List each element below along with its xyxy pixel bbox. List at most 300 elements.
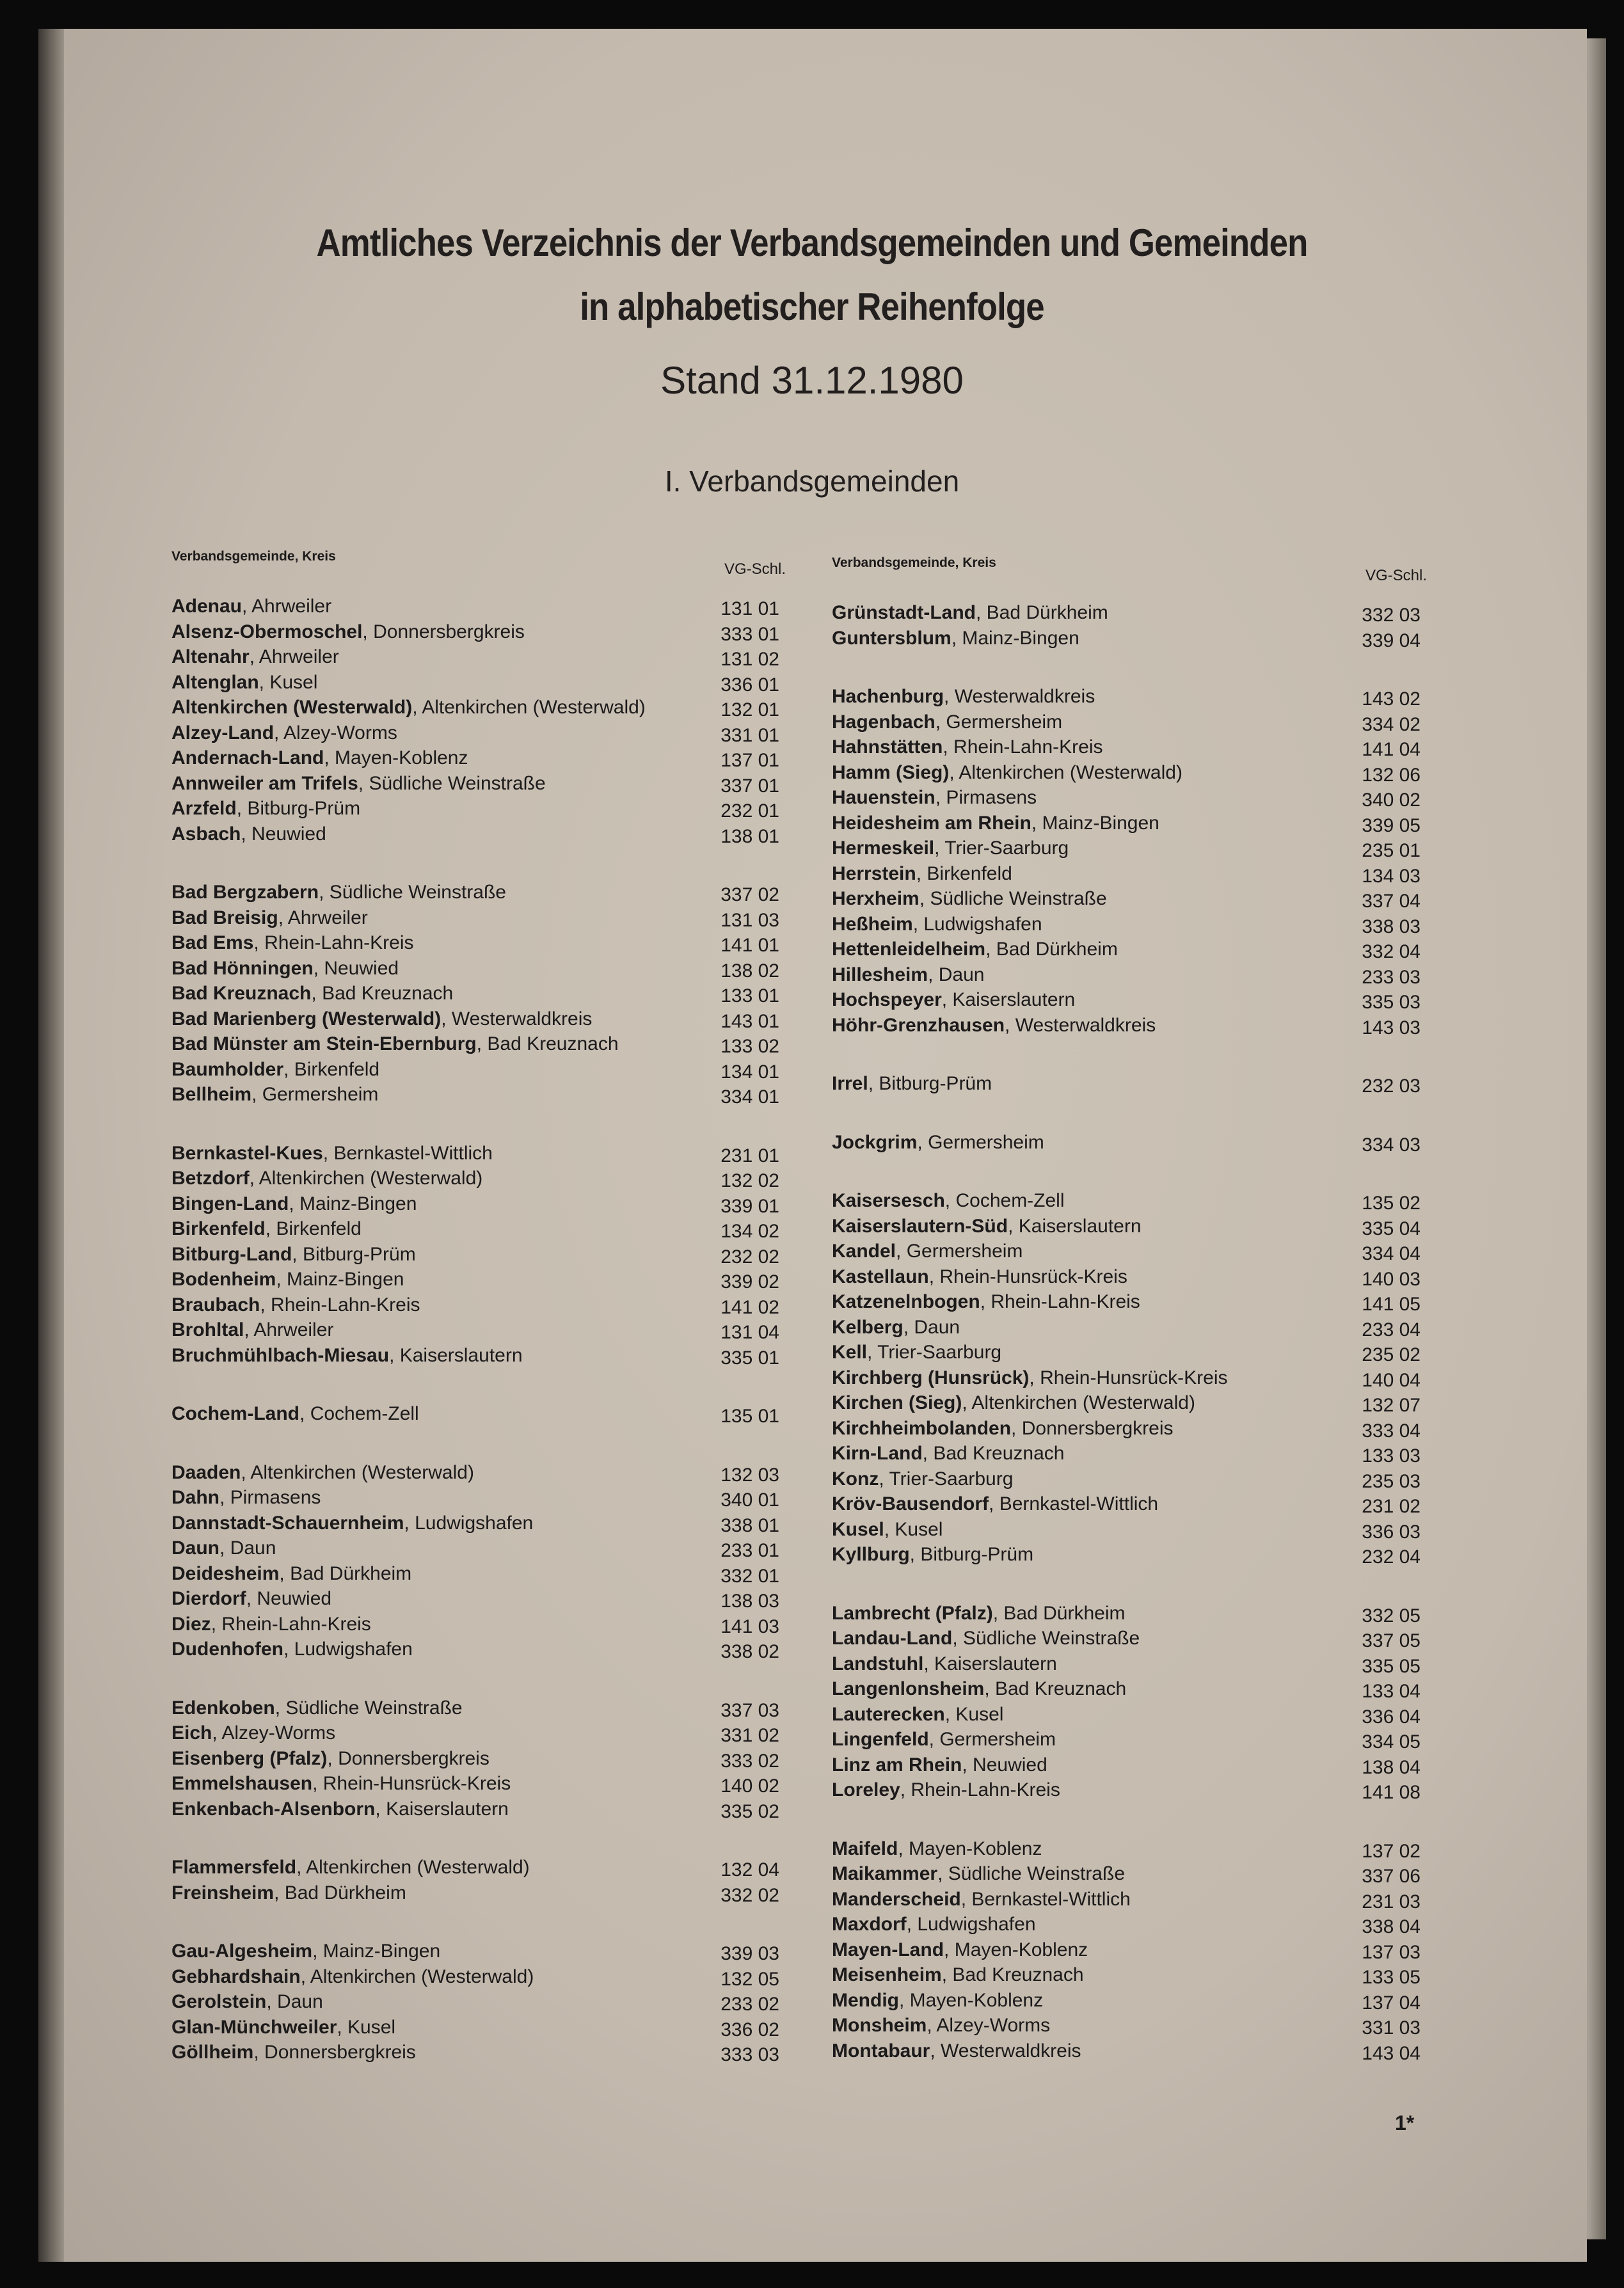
verbandsgemeinde-name: Lauterecken <box>832 1703 945 1725</box>
vg-code: 339 01 <box>720 1195 779 1217</box>
verbandsgemeinde-name: Bad Münster am Stein-Ebernburg <box>171 1033 477 1054</box>
vg-code: 231 01 <box>720 1145 779 1166</box>
page-number: 1* <box>1395 2111 1415 2134</box>
vg-code: 233 03 <box>1362 966 1421 988</box>
list-item: Glan-Münchweiler, Kusel 336 02 <box>171 2015 786 2040</box>
list-column-left <box>171 549 786 2099</box>
kreis-name: Westerwaldkreis <box>451 1008 593 1029</box>
vg-code: 333 01 <box>720 623 779 645</box>
list-item: Enkenbach-Alsenborn, Kaiserslautern 335 02 <box>171 1797 786 1822</box>
kreis-name: Bad Dürkheim <box>290 1562 412 1584</box>
verbandsgemeinde-name: Arzfeld <box>171 798 237 819</box>
verbandsgemeinde-name: Katzenelnbogen <box>832 1291 980 1312</box>
list-item: Hachenburg, Westerwaldkreis 143 02 <box>832 684 1427 710</box>
verbandsgemeinde-name: Mayen-Land <box>832 1939 944 1960</box>
vg-code: 232 03 <box>1362 1076 1421 1097</box>
vg-code: 336 01 <box>720 674 779 695</box>
kreis-name: Birkenfeld <box>294 1058 380 1080</box>
vg-code: 232 04 <box>1362 1546 1421 1568</box>
vg-code: 132 04 <box>720 1859 779 1880</box>
list-item: Daun, Daun 233 01 <box>171 1536 786 1561</box>
kreis-name: Mayen-Koblenz <box>954 1939 1088 1960</box>
list-item: Guntersblum, Mainz-Bingen 339 04 <box>832 626 1427 651</box>
vg-code: 339 03 <box>720 1943 779 1964</box>
vg-code: 331 01 <box>720 724 779 746</box>
verbandsgemeinde-name: Diez <box>171 1613 211 1635</box>
column-header <box>832 555 1427 600</box>
list-item: Kirchen (Sieg), Altenkirchen (Westerwald) 132 07 <box>832 1390 1427 1416</box>
verbandsgemeinde-name: Birkenfeld <box>171 1218 266 1239</box>
kreis-name: Neuwied <box>324 957 399 979</box>
verbandsgemeinde-name: Glan-Münchweiler <box>171 2016 337 2038</box>
vg-code: 337 01 <box>720 775 779 797</box>
list-item: Mayen-Land, Mayen-Koblenz 137 03 <box>832 1937 1427 1963</box>
header-name: Verbandsgemeinde, Kreis <box>171 549 336 564</box>
verbandsgemeinde-name: Alsenz-Obermoschel <box>171 621 363 642</box>
letter-group <box>171 1696 786 1822</box>
vg-code: 331 03 <box>1362 2017 1421 2038</box>
verbandsgemeinde-name: Dannstadt-Schauernheim <box>171 1512 404 1534</box>
verbandsgemeinde-name: Bad Ems <box>171 932 254 953</box>
list-item: Monsheim, Alzey-Worms 331 03 <box>832 2013 1427 2038</box>
kreis-name: Ludwigshafen <box>294 1639 413 1660</box>
verbandsgemeinde-name: Edenkoben <box>171 1697 275 1719</box>
document-subtitle: in alphabetischer Reihenfolge <box>580 285 1044 328</box>
kreis-name: Kusel <box>955 1703 1004 1725</box>
vg-code: 143 02 <box>1362 688 1421 710</box>
verbandsgemeinde-name: Bitburg-Land <box>171 1243 292 1265</box>
vg-code: 338 04 <box>1362 1916 1421 1937</box>
vg-code: 232 01 <box>720 800 779 822</box>
list-item: Göllheim, Donnersbergkreis 333 03 <box>171 2040 786 2065</box>
list-item: Eisenberg (Pfalz), Donnersbergkreis 333 02 <box>171 1746 786 1772</box>
list-item: Herxheim, Südliche Weinstraße 337 04 <box>832 886 1427 912</box>
header-code: VG-Schl. <box>1365 567 1427 584</box>
kreis-name: Bad Kreuznach <box>487 1033 619 1054</box>
kreis-name: Bitburg-Prüm <box>302 1243 416 1265</box>
verbandsgemeinde-name: Linz am Rhein <box>832 1754 962 1776</box>
vg-code: 131 02 <box>720 649 779 670</box>
verbandsgemeinde-name: Gebhardshain <box>171 1966 301 1987</box>
vg-code: 134 01 <box>720 1061 779 1083</box>
verbandsgemeinde-name: Hahnstätten <box>832 736 943 758</box>
vg-code: 333 04 <box>1362 1420 1421 1442</box>
list-item: Arzfeld, Bitburg-Prüm 232 01 <box>171 796 786 822</box>
list-item: Gebhardshain, Altenkirchen (Westerwald) 132 05 <box>171 1964 786 1990</box>
letter-group <box>832 1071 1427 1097</box>
vg-code: 131 01 <box>720 598 779 619</box>
vg-code: 133 01 <box>720 985 779 1006</box>
verbandsgemeinde-name: Hachenburg <box>832 686 944 707</box>
kreis-name: Altenkirchen (Westerwald) <box>306 1857 530 1878</box>
vg-code: 335 05 <box>1362 1655 1421 1677</box>
kreis-name: Ludwigshafen <box>923 913 1042 935</box>
verbandsgemeinde-name: Konz <box>832 1468 879 1490</box>
verbandsgemeinde-name: Gau-Algesheim <box>171 1941 313 1962</box>
verbandsgemeinde-name: Kandel <box>832 1241 896 1262</box>
verbandsgemeinde-name: Altenglan <box>171 671 259 693</box>
vg-code: 132 05 <box>720 1968 779 1990</box>
kreis-name: Ahrweiler <box>259 646 339 667</box>
list-item: Langenlonsheim, Bad Kreuznach 133 04 <box>832 1676 1427 1702</box>
kreis-name: Pirmasens <box>946 787 1037 808</box>
letter-group <box>832 1601 1427 1803</box>
verbandsgemeinde-name: Dudenhofen <box>171 1639 283 1660</box>
kreis-name: Rhein-Lahn-Kreis <box>264 932 414 953</box>
kreis-name: Ahrweiler <box>253 1319 334 1340</box>
kreis-name: Bitburg-Prüm <box>247 798 361 819</box>
list-item: Alzey-Land, Alzey-Worms 331 01 <box>171 720 786 746</box>
vg-code: 141 04 <box>1362 739 1421 760</box>
kreis-name: Rhein-Hunsrück-Kreis <box>1040 1367 1228 1388</box>
list-item: Hahnstätten, Rhein-Lahn-Kreis 141 04 <box>832 735 1427 760</box>
verbandsgemeinde-name: Maikammer <box>832 1863 938 1884</box>
verbandsgemeinde-name: Adenau <box>171 596 243 617</box>
kreis-name: Bad Kreuznach <box>322 983 454 1004</box>
kreis-name: Mayen-Koblenz <box>909 1838 1042 1859</box>
verbandsgemeinde-name: Bernkastel-Kues <box>171 1142 323 1164</box>
vg-code: 333 03 <box>720 2044 779 2065</box>
verbandsgemeinde-name: Herxheim <box>832 888 919 909</box>
vg-code: 138 03 <box>720 1591 779 1612</box>
list-column-right <box>832 555 1427 2097</box>
kreis-name: Neuwied <box>251 823 326 845</box>
vg-code: 137 04 <box>1362 1992 1421 2014</box>
kreis-name: Germersheim <box>946 711 1063 733</box>
list-item: Bad Ems, Rhein-Lahn-Kreis 141 01 <box>171 930 786 956</box>
list-item: Kröv-Bausendorf, Bernkastel-Wittlich 231 02 <box>832 1491 1427 1517</box>
list-item: Dannstadt-Schauernheim, Ludwigshafen 338 01 <box>171 1511 786 1536</box>
list-item: Adenau, Ahrweiler 131 01 <box>171 594 786 619</box>
vg-code: 337 02 <box>720 884 779 905</box>
verbandsgemeinde-name: Eich <box>171 1722 212 1744</box>
vg-code: 231 03 <box>1362 1891 1421 1912</box>
kreis-name: Mainz-Bingen <box>962 627 1079 649</box>
kreis-name: Kaiserslautern <box>952 989 1076 1010</box>
kreis-name: Westerwaldkreis <box>1015 1014 1156 1036</box>
vg-code: 233 02 <box>720 1994 779 2015</box>
letter-group <box>171 594 786 846</box>
kreis-name: Rhein-Hunsrück-Kreis <box>939 1266 1127 1287</box>
verbandsgemeinde-name: Kirchberg (Hunsrück) <box>832 1367 1030 1388</box>
list-item: Landstuhl, Kaiserslautern 335 05 <box>832 1651 1427 1677</box>
verbandsgemeinde-name: Göllheim <box>171 2042 254 2063</box>
kreis-name: Bernkastel-Wittlich <box>999 1493 1159 1514</box>
vg-code: 336 02 <box>720 2019 779 2040</box>
letter-group <box>171 1401 786 1427</box>
kreis-name: Kaiserslautern <box>934 1653 1057 1674</box>
kreis-name: Bernkastel-Wittlich <box>333 1142 493 1164</box>
list-item: Alsenz-Obermoschel, Donnersbergkreis 333 01 <box>171 619 786 645</box>
vg-code: 140 02 <box>720 1776 779 1797</box>
list-item: Annweiler am Trifels, Südliche Weinstraße 337 01 <box>171 771 786 797</box>
vg-code: 131 04 <box>720 1322 779 1343</box>
vg-code: 335 02 <box>720 1800 779 1822</box>
vg-code: 141 03 <box>720 1616 779 1637</box>
verbandsgemeinde-name: Dierdorf <box>171 1588 246 1609</box>
verbandsgemeinde-name: Landstuhl <box>832 1653 924 1674</box>
verbandsgemeinde-name: Braubach <box>171 1294 260 1315</box>
verbandsgemeinde-name: Hagenbach <box>832 711 935 733</box>
vg-code: 137 02 <box>1362 1840 1421 1862</box>
vg-code: 134 03 <box>1362 865 1421 887</box>
column-header <box>171 549 786 594</box>
list-item: Bad Bergzabern, Südliche Weinstraße 337 02 <box>171 880 786 905</box>
vg-code: 137 03 <box>1362 1941 1421 1963</box>
list-item: Hermeskeil, Trier-Saarburg 235 01 <box>832 836 1427 861</box>
kreis-name: Ludwigshafen <box>415 1512 534 1534</box>
list-item: Hillesheim, Daun 233 03 <box>832 962 1427 988</box>
verbandsgemeinde-name: Heidesheim am Rhein <box>832 812 1031 834</box>
verbandsgemeinde-name: Monsheim <box>832 2015 927 2036</box>
vg-code: 132 02 <box>720 1170 779 1191</box>
verbandsgemeinde-name: Landau-Land <box>832 1628 953 1649</box>
verbandsgemeinde-name: Freinsheim <box>171 1882 275 1903</box>
vg-code: 334 01 <box>720 1086 779 1108</box>
vg-code: 132 01 <box>720 699 779 720</box>
list-item: Maikammer, Südliche Weinstraße 337 06 <box>832 1861 1427 1887</box>
kreis-name: Altenkirchen (Westerwald) <box>959 761 1182 783</box>
list-item: Kusel, Kusel 336 03 <box>832 1517 1427 1543</box>
list-item: Bernkastel-Kues, Bernkastel-Wittlich 231 01 <box>171 1141 786 1166</box>
kreis-name: Südliche Weinstraße <box>285 1697 463 1719</box>
list-item: Kyllburg, Bitburg-Prüm 232 04 <box>832 1542 1427 1568</box>
header-code: VG-Schl. <box>724 560 786 578</box>
vg-code: 334 04 <box>1362 1243 1421 1264</box>
vg-code: 232 02 <box>720 1246 779 1267</box>
kreis-name: Rhein-Lahn-Kreis <box>271 1294 420 1315</box>
verbandsgemeinde-name: Baumholder <box>171 1058 284 1080</box>
kreis-name: Daun <box>230 1537 276 1559</box>
list-item: Hettenleidelheim, Bad Dürkheim 332 04 <box>832 937 1427 962</box>
kreis-name: Kaiserslautern <box>386 1798 509 1820</box>
header-name: Verbandsgemeinde, Kreis <box>832 555 996 570</box>
vg-code: 340 01 <box>720 1490 779 1511</box>
kreis-name: Rhein-Lahn-Kreis <box>221 1613 371 1635</box>
verbandsgemeinde-name: Mendig <box>832 1989 899 2011</box>
kreis-name: Alzey-Worms <box>936 2015 1051 2036</box>
verbandsgemeinde-name: Irrel <box>832 1073 868 1094</box>
vg-code: 337 05 <box>1362 1630 1421 1651</box>
verbandsgemeinde-name: Manderscheid <box>832 1888 961 1910</box>
verbandsgemeinde-name: Maifeld <box>832 1838 898 1859</box>
verbandsgemeinde-name: Bellheim <box>171 1084 252 1105</box>
letter-group <box>171 1939 786 2065</box>
list-item: Konz, Trier-Saarburg 235 03 <box>832 1466 1427 1492</box>
vg-code: 141 02 <box>720 1296 779 1318</box>
vg-code: 335 03 <box>1362 992 1421 1013</box>
verbandsgemeinde-name: Andernach-Land <box>171 747 324 768</box>
verbandsgemeinde-name: Daun <box>171 1537 219 1559</box>
verbandsgemeinde-name: Gerolstein <box>171 1991 267 2012</box>
list-item: Hamm (Sieg), Altenkirchen (Westerwald) 132 06 <box>832 760 1427 786</box>
verbandsgemeinde-name: Dahn <box>171 1487 219 1508</box>
verbandsgemeinde-name: Kaiserslautern-Süd <box>832 1215 1008 1237</box>
list-item: Brohltal, Ahrweiler 131 04 <box>171 1317 786 1343</box>
kreis-name: Altenkirchen (Westerwald) <box>422 697 646 718</box>
kreis-name: Mainz-Bingen <box>299 1193 417 1214</box>
list-item: Höhr-Grenzhausen, Westerwaldkreis 143 03 <box>832 1013 1427 1038</box>
kreis-name: Neuwied <box>257 1588 332 1609</box>
kreis-name: Cochem-Zell <box>955 1190 1065 1211</box>
kreis-name: Birkenfeld <box>927 862 1012 884</box>
list-item: Heidesheim am Rhein, Mainz-Bingen 339 05 <box>832 811 1427 836</box>
verbandsgemeinde-name: Guntersblum <box>832 627 951 649</box>
kreis-name: Neuwied <box>973 1754 1047 1776</box>
list-item: Bellheim, Germersheim 334 01 <box>171 1082 786 1108</box>
list-item: Hochspeyer, Kaiserslautern 335 03 <box>832 987 1427 1013</box>
verbandsgemeinde-name: Meisenheim <box>832 1964 942 1985</box>
verbandsgemeinde-name: Langenlonsheim <box>832 1678 985 1699</box>
vg-code: 235 01 <box>1362 840 1421 861</box>
kreis-name: Alzey-Worms <box>221 1722 336 1744</box>
kreis-name: Pirmasens <box>230 1487 321 1508</box>
list-item: Baumholder, Birkenfeld 134 01 <box>171 1057 786 1083</box>
verbandsgemeinde-name: Betzdorf <box>171 1168 250 1189</box>
vg-code: 134 02 <box>720 1221 779 1242</box>
verbandsgemeinde-name: Bad Bergzabern <box>171 882 319 903</box>
list-item: Hagenbach, Germersheim 334 02 <box>832 710 1427 735</box>
kreis-name: Birkenfeld <box>276 1218 362 1239</box>
verbandsgemeinde-name: Kyllburg <box>832 1544 910 1565</box>
list-item: Bingen-Land, Mainz-Bingen 339 01 <box>171 1191 786 1217</box>
kreis-name: Rhein-Hunsrück-Kreis <box>322 1773 511 1794</box>
kreis-name: Westerwaldkreis <box>941 2040 1081 2062</box>
verbandsgemeinde-name: Bad Breisig <box>171 907 278 928</box>
verbandsgemeinde-name: Bad Marienberg (Westerwald) <box>171 1008 442 1029</box>
verbandsgemeinde-name: Bruchmühlbach-Miesau <box>171 1344 390 1366</box>
letter-group <box>171 1141 786 1369</box>
verbandsgemeinde-name: Brohltal <box>171 1319 244 1340</box>
list-item: Loreley, Rhein-Lahn-Kreis 141 08 <box>832 1777 1427 1803</box>
letter-group <box>832 1836 1427 2064</box>
vg-code: 138 01 <box>720 825 779 847</box>
verbandsgemeinde-name: Bodenheim <box>171 1269 276 1290</box>
kreis-name: Südliche Weinstraße <box>329 882 506 903</box>
kreis-name: Germersheim <box>262 1084 379 1105</box>
kreis-name: Bitburg-Prüm <box>920 1544 1034 1565</box>
verbandsgemeinde-name: Deidesheim <box>171 1562 280 1584</box>
list-item: Grünstadt-Land, Bad Dürkheim 332 03 <box>832 600 1427 626</box>
kreis-name: Mainz-Bingen <box>1042 812 1159 834</box>
verbandsgemeinde-name: Kusel <box>832 1518 884 1540</box>
verbandsgemeinde-name: Grünstadt-Land <box>832 602 976 623</box>
verbandsgemeinde-name: Kröv-Bausendorf <box>832 1493 989 1514</box>
vg-code: 135 01 <box>720 1406 779 1427</box>
list-item: Hauenstein, Pirmasens 340 02 <box>832 785 1427 811</box>
vg-code: 339 05 <box>1362 814 1421 836</box>
list-item: Linz am Rhein, Neuwied 138 04 <box>832 1752 1427 1778</box>
list-item: Kirchberg (Hunsrück), Rhein-Hunsrück-Kreis 140 04 <box>832 1365 1427 1391</box>
vg-code: 133 02 <box>720 1036 779 1057</box>
kreis-name: Altenkirchen (Westerwald) <box>310 1966 534 1987</box>
kreis-name: Bad Dürkheim <box>1003 1602 1126 1624</box>
kreis-name: Kusel <box>895 1518 943 1540</box>
kreis-name: Südliche Weinstraße <box>963 1628 1140 1649</box>
verbandsgemeinde-name: Flammersfeld <box>171 1857 297 1878</box>
verbandsgemeinde-name: Lingenfeld <box>832 1729 929 1750</box>
kreis-name: Trier-Saarburg <box>877 1342 1002 1363</box>
vg-code: 140 03 <box>1362 1268 1421 1290</box>
verbandsgemeinde-name: Enkenbach-Alsenborn <box>171 1798 376 1820</box>
letter-group <box>832 684 1427 1038</box>
letter-group <box>171 1855 786 1905</box>
verbandsgemeinde-name: Lambrecht (Pfalz) <box>832 1602 993 1624</box>
verbandsgemeinde-name: Daaden <box>171 1461 241 1483</box>
vg-code: 338 01 <box>720 1514 779 1536</box>
verbandsgemeinde-name: Kaisersesch <box>832 1190 945 1211</box>
verbandsgemeinde-name: Heßheim <box>832 913 913 935</box>
vg-code: 334 05 <box>1362 1731 1421 1752</box>
vg-code: 141 01 <box>720 935 779 956</box>
list-item: Meisenheim, Bad Kreuznach 133 05 <box>832 1962 1427 1988</box>
vg-code: 331 02 <box>720 1725 779 1746</box>
list-item: Altenkirchen (Westerwald), Altenkirchen (Westerwald) 132 01 <box>171 695 786 720</box>
verbandsgemeinde-name: Bad Kreuznach <box>171 983 312 1004</box>
kreis-name: Bad Kreuznach <box>995 1678 1127 1699</box>
list-item: Dudenhofen, Ludwigshafen 338 02 <box>171 1637 786 1662</box>
vg-code: 140 04 <box>1362 1369 1421 1391</box>
list-item: Freinsheim, Bad Dürkheim 332 02 <box>171 1880 786 1906</box>
verbandsgemeinde-name: Höhr-Grenzhausen <box>832 1014 1005 1036</box>
vg-code: 132 06 <box>1362 764 1421 786</box>
list-item: Asbach, Neuwied 138 01 <box>171 822 786 847</box>
kreis-name: Bad Kreuznach <box>933 1443 1065 1464</box>
section-heading: I. Verbandsgemeinden <box>664 465 960 498</box>
list-item: Kell, Trier-Saarburg 235 02 <box>832 1340 1427 1365</box>
kreis-name: Trier-Saarburg <box>944 838 1069 859</box>
verbandsgemeinde-name: Loreley <box>832 1779 900 1800</box>
vg-code: 334 02 <box>1362 713 1421 735</box>
verbandsgemeinde-name: Herrstein <box>832 862 916 884</box>
kreis-name: Germersheim <box>906 1241 1023 1262</box>
vg-code: 337 04 <box>1362 891 1421 912</box>
list-item: Bodenheim, Mainz-Bingen 339 02 <box>171 1267 786 1292</box>
list-item: Bad Hönningen, Neuwied 138 02 <box>171 956 786 981</box>
letter-group <box>171 880 786 1108</box>
verbandsgemeinde-name: Hermeskeil <box>832 838 935 859</box>
kreis-name: Altenkirchen (Westerwald) <box>259 1168 483 1189</box>
vg-code: 333 02 <box>720 1750 779 1772</box>
kreis-name: Donnersbergkreis <box>373 621 525 642</box>
verbandsgemeinde-name: Emmelshausen <box>171 1773 313 1794</box>
list-item: Daaden, Altenkirchen (Westerwald) 132 03 <box>171 1460 786 1486</box>
kreis-name: Mainz-Bingen <box>322 1941 441 1962</box>
verbandsgemeinde-name: Jockgrim <box>832 1131 918 1153</box>
list-item: Edenkoben, Südliche Weinstraße 337 03 <box>171 1696 786 1721</box>
list-item: Kaiserslautern-Süd, Kaiserslautern 335 04 <box>832 1214 1427 1239</box>
kreis-name: Germersheim <box>928 1131 1044 1153</box>
list-item: Kastellaun, Rhein-Hunsrück-Kreis 140 03 <box>832 1264 1427 1290</box>
kreis-name: Germersheim <box>939 1729 1056 1750</box>
kreis-name: Rhein-Lahn-Kreis <box>991 1291 1140 1312</box>
verbandsgemeinde-name: Altenahr <box>171 646 250 667</box>
vg-code: 233 04 <box>1362 1319 1421 1340</box>
vg-code: 336 03 <box>1362 1521 1421 1543</box>
vg-code: 339 04 <box>1362 630 1421 651</box>
vg-code: 235 02 <box>1362 1344 1421 1365</box>
verbandsgemeinde-name: Kelberg <box>832 1316 904 1338</box>
kreis-name: Altenkirchen (Westerwald) <box>250 1461 474 1483</box>
vg-code: 137 01 <box>720 750 779 771</box>
list-item: Gerolstein, Daun 233 02 <box>171 1989 786 2015</box>
verbandsgemeinde-name: Bingen-Land <box>171 1193 289 1214</box>
list-item: Birkenfeld, Birkenfeld 134 02 <box>171 1216 786 1242</box>
kreis-name: Daun <box>914 1316 960 1338</box>
kreis-name: Kusel <box>347 2016 396 2038</box>
list-item: Montabaur, Westerwaldkreis 143 04 <box>832 2038 1427 2064</box>
list-item: Gau-Algesheim, Mainz-Bingen 339 03 <box>171 1939 786 1964</box>
